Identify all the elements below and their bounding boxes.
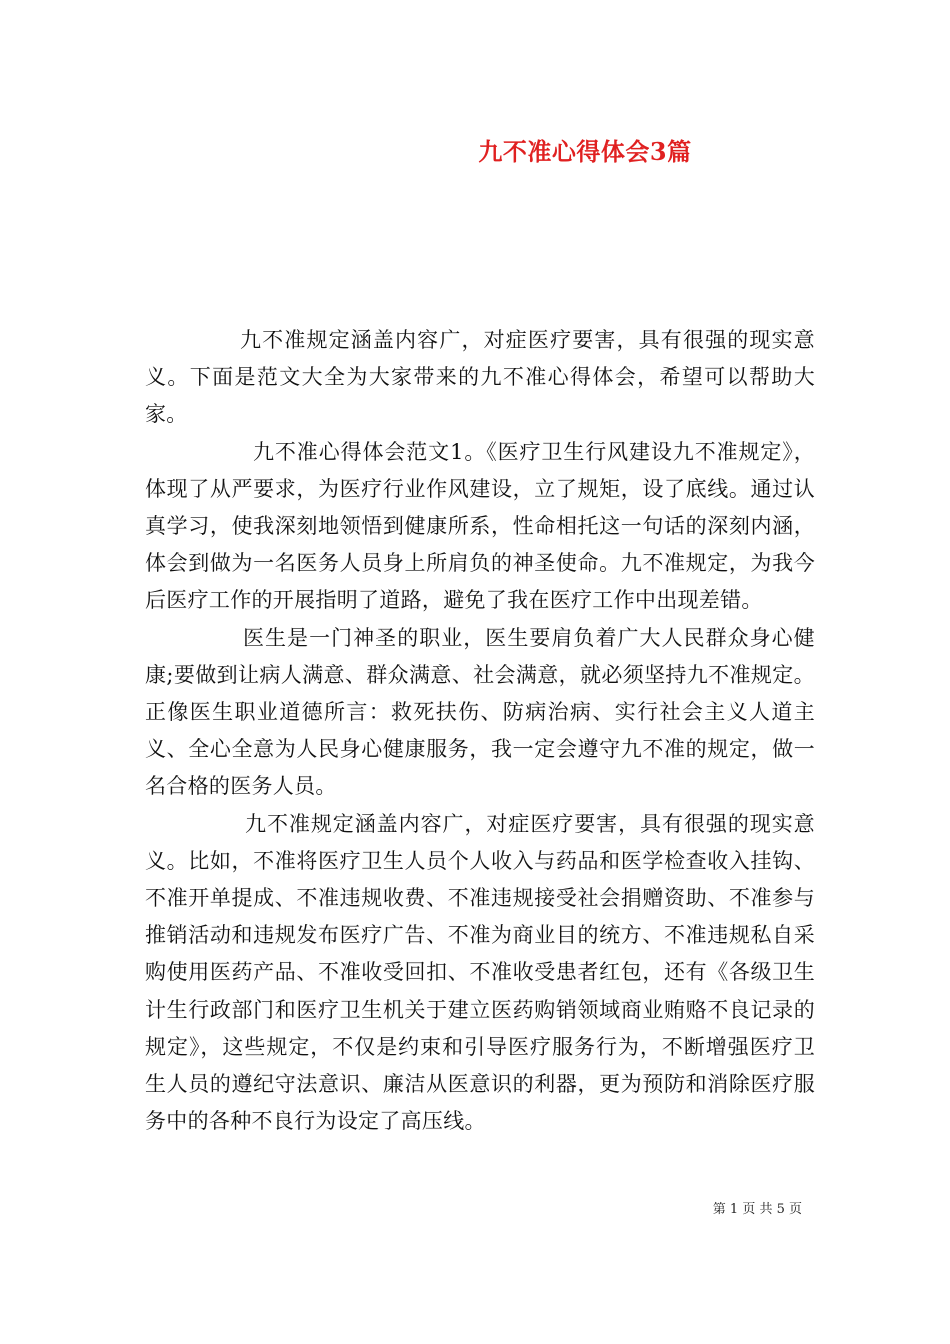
paragraph-sample-1: 九不准心得体会范文1。《医疗卫生行风建设九不准规定》，体现了从严要求，为医疗行业作风建设，立了规矩，设了底线。通过认真学习，使我深刻地领悟到健康所系，性命相托这一句话的深刻内涵，体会到做为一名医务人员身上所肩负的神圣使命。九不准规定，为我今后医疗工作的开展指明了道路，避免了我在医疗工作中出现差错。: [145, 439, 815, 613]
page-number-footer: 第 1 页 共 5 页: [712, 1202, 802, 1217]
paragraph-intro: 九不准规定涵盖内容广，对症医疗要害，具有很强的现实意义。下面是范文大全为大家带来的九不准心得体会，希望可以帮助大家。: [145, 328, 815, 427]
paragraph-doctor-profession: 医生是一门神圣的职业，医生要肩负着广大人民群众身心健康;要做到让病人满意、群众满意、社会满意，就必须坚持九不准规定。正像医生职业道德所言：救死扶伤、防病治病、实行社会主义人道主义、全心全意为人民身心健康服务，我一定会遵守九不准的规定，做一名合格的医务人员。: [145, 625, 815, 799]
paragraph-rules-list: 九不准规定涵盖内容广，对症医疗要害，具有很强的现实意义。比如，不准将医疗卫生人员个人收入与药品和医学检查收入挂钩、不准开单提成、不准违规收费、不准违规接受社会捐赠资助、不准参与推销活动和违规发布医疗广告、不准为商业目的统方、不准违规私自采购使用医药产品、不准收受回扣、不准收受患者红包，还有《各级卫生计生行政部门和医疗卫生机关于建立医药购销领域商业贿赂不良记录的规定》，这些规定，不仅是约束和引导医疗服务行为，不断增强医疗卫生人员的遵纪守法意识、廉洁从医意识的利器，更为预防和消除医疗服务中的各种不良行为设定了高压线。: [145, 811, 815, 1134]
document-title: 九不准心得体会3篇: [478, 137, 692, 166]
document-body: [145, 322, 815, 1140]
